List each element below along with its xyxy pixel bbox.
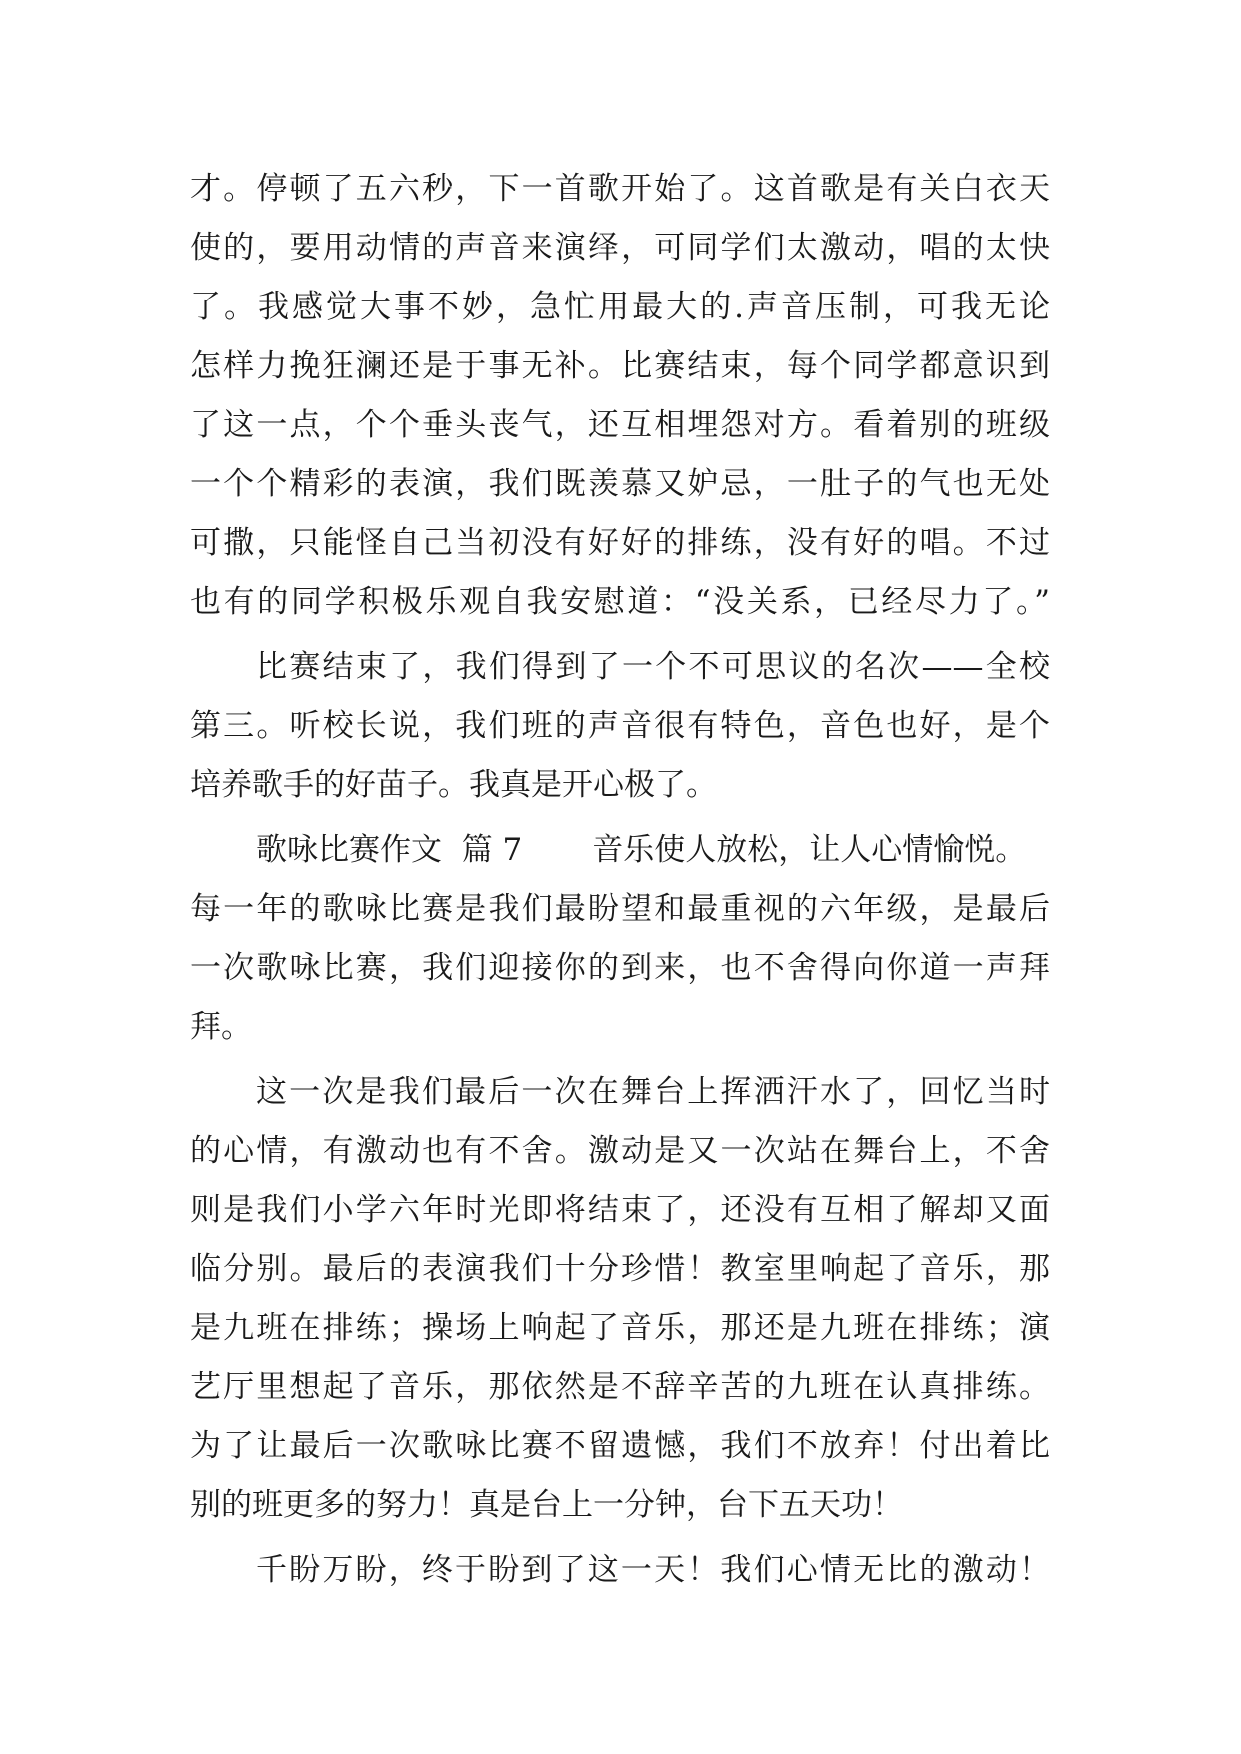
text-line: 第三。听校长说，我们班的声音很有特色，音色也好，是个 <box>190 708 1050 744</box>
text-line: 别的班更多的努力！真是台上一分钟，台下五天功！ <box>190 1487 903 1523</box>
body-text <box>190 160 1050 1600</box>
section-heading-line <box>190 821 1050 880</box>
text-line: 比赛结束了，我们得到了一个不可思议的名次——全校 <box>256 649 1050 685</box>
heading-tail: 音乐使人放松，让人心情愉悦。 <box>592 832 1027 868</box>
text-line: 这一次是我们最后一次在舞台上挥洒汗水了，回忆当时 <box>256 1074 1050 1110</box>
text-line: 一个个精彩的表演，我们既羡慕又妒忌，一肚子的气也无处 <box>190 466 1050 502</box>
text-line: 艺厅里想起了音乐，那依然是不辞辛苦的九班在认真排练。 <box>190 1369 1050 1405</box>
text-line: 每一年的歌咏比赛是我们最盼望和最重视的六年级，是最后 <box>190 891 1050 927</box>
paragraph-5 <box>190 1541 1050 1600</box>
text-line: 培养歌手的好苗子。我真是开心极了。 <box>190 767 717 803</box>
text-line: 是九班在排练；操场上响起了音乐，那还是九班在排练；演 <box>190 1310 1050 1346</box>
paragraph-2 <box>190 638 1050 815</box>
text-line: 也有的同学积极乐观自我安慰道：“没关系，已经尽力了。” <box>190 584 1050 620</box>
paragraph-4 <box>190 1063 1050 1535</box>
paragraph-3 <box>190 821 1050 1057</box>
text-line: 可撒，只能怪自己当初没有好好的排练，没有好的唱。不过 <box>190 525 1050 561</box>
text-line: 千盼万盼，终于盼到了这一天！我们心情无比的激动！ <box>256 1552 1050 1588</box>
text-line: 了。我感觉大事不妙，急忙用最大的.声音压制，可我无论 <box>190 289 1050 325</box>
text-line: 才。停顿了五六秒，下一首歌开始了。这首歌是有关白衣天 <box>190 171 1050 207</box>
text-line: 拜。 <box>190 1009 252 1045</box>
text-line: 临分别。最后的表演我们十分珍惜！教室里响起了音乐，那 <box>190 1251 1050 1287</box>
text-line: 使的，要用动情的声音来演绎，可同学们太激动，唱的太快 <box>190 230 1050 266</box>
text-line: 怎样力挽狂澜还是于事无补。比赛结束，每个同学都意识到 <box>190 348 1050 384</box>
text-line: 则是我们小学六年时光即将结束了，还没有互相了解却又面 <box>190 1192 1050 1228</box>
paragraph-1 <box>190 160 1050 632</box>
text-line: 的心情，有激动也有不舍。激动是又一次站在舞台上，不舍 <box>190 1133 1050 1169</box>
text-line: 为了让最后一次歌咏比赛不留遗憾，我们不放弃！付出着比 <box>190 1428 1050 1464</box>
text-line: 一次歌咏比赛，我们迎接你的到来，也不舍得向你道一声拜 <box>190 950 1050 986</box>
text-line: 了这一点，个个垂头丧气，还互相埋怨对方。看着别的班级 <box>190 407 1050 443</box>
section-heading: 歌咏比赛作文 篇 7 <box>256 832 523 868</box>
